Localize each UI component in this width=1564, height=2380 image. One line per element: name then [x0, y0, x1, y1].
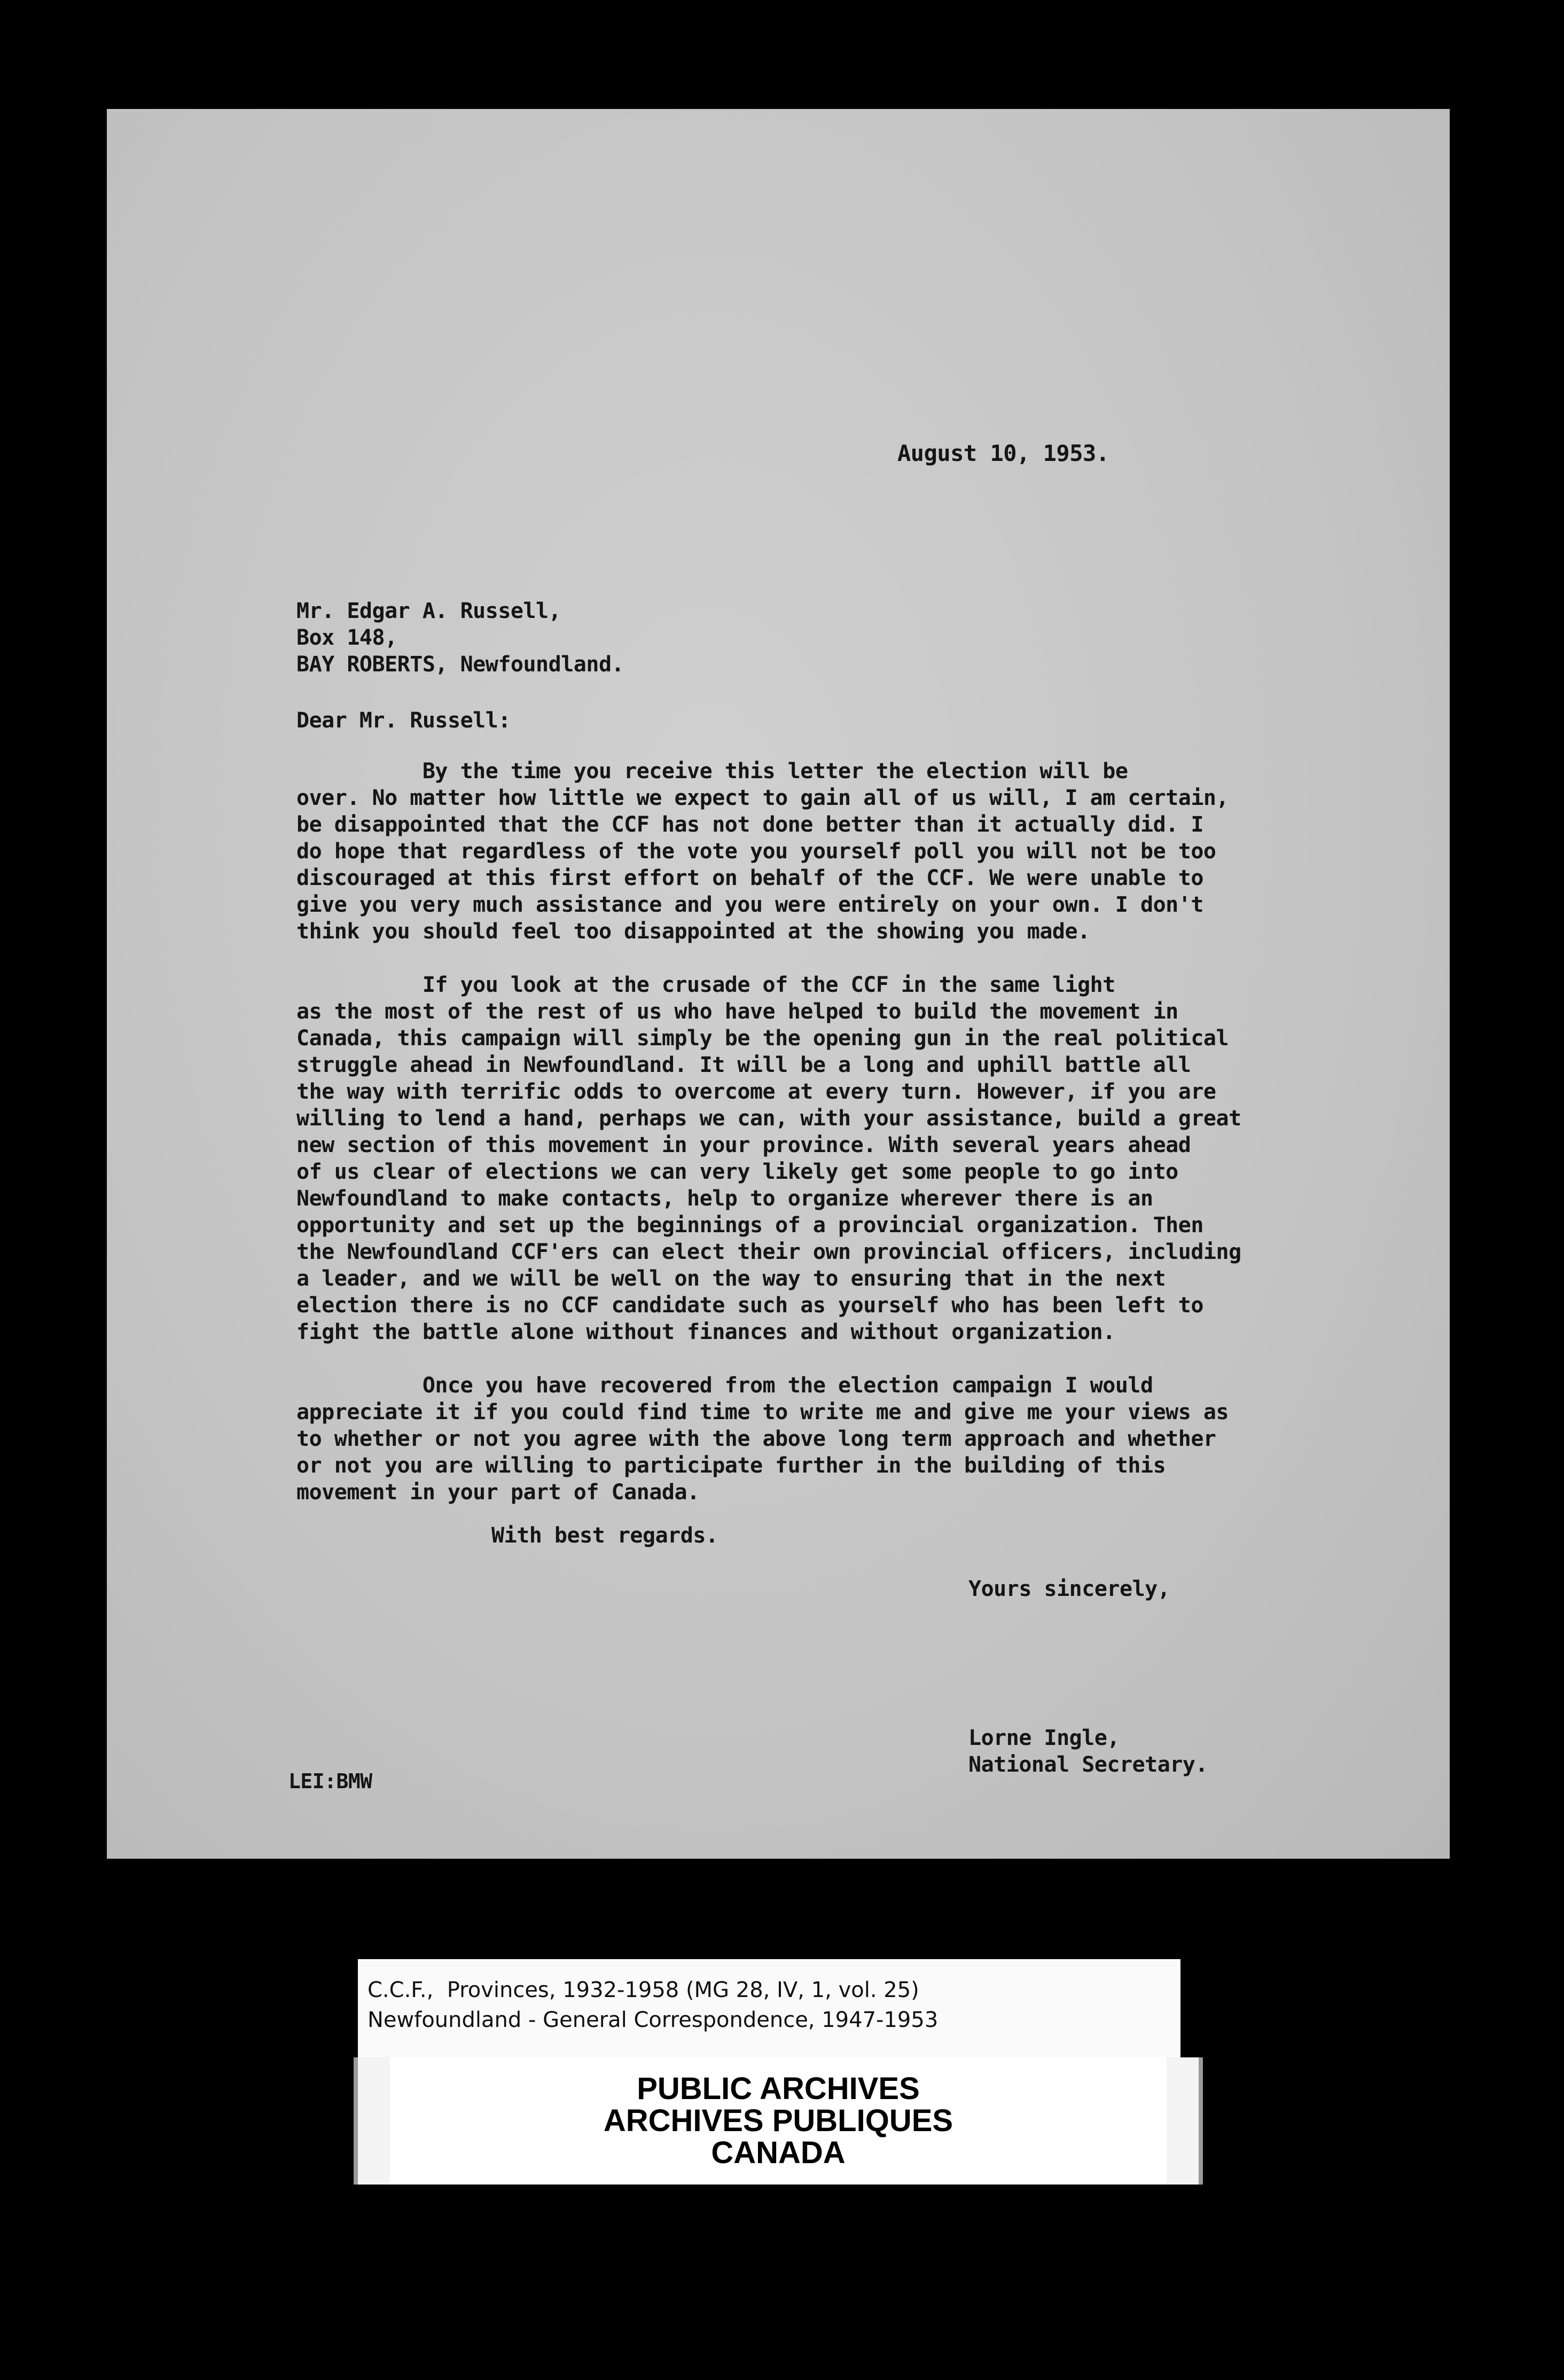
archive-label-line1: C.C.F., Provinces, 1932-1958 (MG 28, IV, 1, vol. 25): [367, 1978, 919, 2002]
archive-stamp-inner: [390, 2057, 1167, 2185]
archive-stamp-line1: PUBLIC ARCHIVES: [637, 2071, 920, 2106]
archive-label: [358, 1959, 1180, 2061]
recipient-box: Box 148,: [296, 625, 397, 650]
signature-block: [968, 1725, 1208, 1778]
recipient-address: [296, 598, 624, 678]
paragraph-2: If you look at the crusade of the CCF in the same light as the most of the rest of us who have helped to build the movement in Canada, this campaign will simply be the opening gun in the real political struggle ahead in Newfoundland. It will be a long and uphill battle all the way with terrific odds to overcome at every turn. However, if you are willing to lend a hand, perhaps we can, with your assistance, build a great new section of this movement in your province. With several years ahead of us clear of elections we can very likely get some people to go into Newfoundland to make contacts, help to organize wherever there is an opportunity and set up the beginnings of a provincial organization. Then the Newfoundland CCF'ers can elect their own provincial officers, including a leader, and we will be well on the way to ensuring that in the next election there is no CCF candidate such as yourself who has been left to fight the battle alone without finances and without organization.: [296, 973, 1241, 1344]
salutation: Dear Mr. Russell:: [296, 708, 511, 733]
paragraph-1: By the time you receive this letter the election will be over. No matter how little we expect to gain all of us will, I am certain, be disappointed that the CCF has not done better than it actually did. I do hope that regardless of the vote you yourself poll you will not be too discouraged at this first effort on behalf of the CCF. We were unable to give you very much assistance and you were entirely on your own. I don't think you should feel too disappointed at the showing you made.: [296, 759, 1229, 944]
letter-body: [296, 758, 1241, 1506]
signer-name: Lorne Ingle,: [968, 1726, 1120, 1750]
archive-stamp-line3: CANADA: [711, 2135, 846, 2170]
archive-stamp-line2: ARCHIVES PUBLIQUES: [603, 2103, 953, 2138]
closing-regards: With best regards.: [491, 1523, 718, 1548]
paragraph-3: Once you have recovered from the election campaign I would appreciate it if you could find time to write me and give me your views as to whether or not you agree with the above long term approach and whether or not you are willing to participate further in the building of this movement in your part of Canada.: [296, 1373, 1229, 1505]
closing: Yours sincerely,: [968, 1577, 1170, 1601]
letter-sheet: [107, 109, 1450, 1859]
recipient-city: BAY ROBERTS, Newfoundland.: [296, 652, 624, 677]
recipient-name: Mr. Edgar A. Russell,: [296, 599, 561, 623]
archive-stamp: [354, 2057, 1203, 2185]
reference-initials: LEI:BMW: [288, 1770, 372, 1793]
letter-date: August 10, 1953.: [897, 440, 1109, 466]
archive-label-line2: Newfoundland - General Correspondence, 1947-1953: [367, 2008, 939, 2032]
signer-title: National Secretary.: [968, 1752, 1208, 1777]
